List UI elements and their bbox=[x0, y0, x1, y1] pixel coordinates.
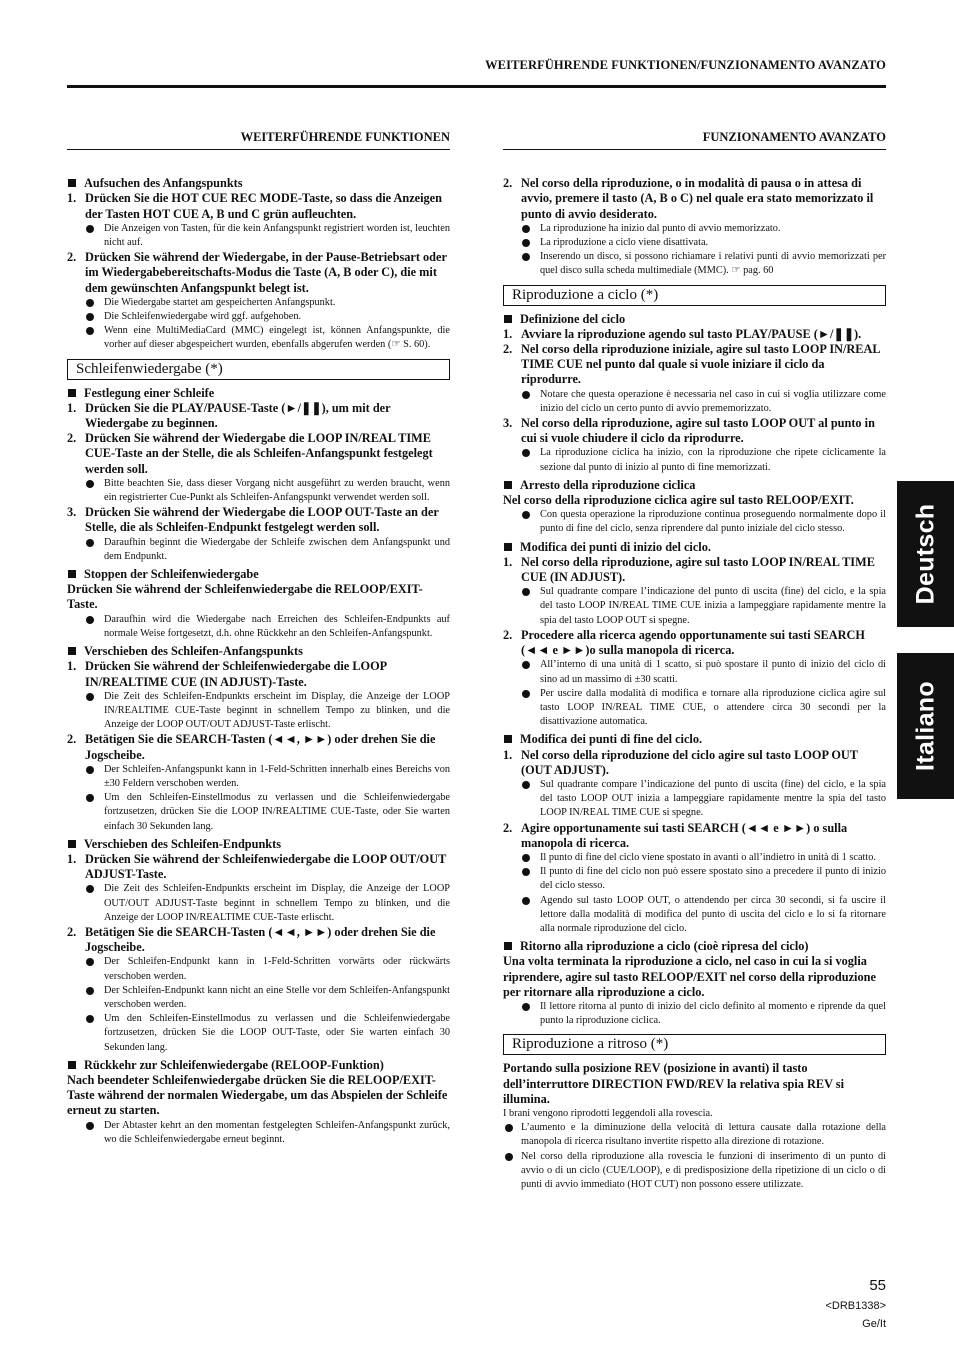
step-item bbox=[67, 925, 450, 955]
step-text: Betätigen Sie die SEARCH-Tasten (◄◄, ►►) oder drehen Sie die Jogscheibe. bbox=[85, 732, 436, 762]
italian-section-title: FUNZIONAMENTO AVANZATO bbox=[503, 130, 886, 150]
step-number: 2. bbox=[503, 627, 513, 642]
step-text: Drücken Sie während der Wiedergabe die LOOP IN/REAL TIME CUE-Taste an der Stelle, die als Schleifen-Anfangspunkt festgelegt werden soll. bbox=[85, 431, 433, 476]
note-item: Il punto di fine del ciclo viene spostato in avanti o all’indietro in unità di 1 scatto. bbox=[503, 851, 886, 865]
step-text: Drücken Sie während der Wiedergabe die LOOP OUT-Taste an der Stelle, die als Schleifen-Endpunkt festgelegt werden soll. bbox=[85, 505, 439, 535]
note-item: Die Schleifenwiedergabe wird ggf. aufgehoben. bbox=[67, 310, 450, 324]
step-text: Nel corso della riproduzione, agire sul tasto LOOP IN/REAL TIME CUE (IN ADJUST). bbox=[521, 554, 875, 585]
note-item: Der Schleifen-Endpunkt kann nicht an eine Stelle vor dem Schleifen-Anfangspunkt verschoben werden. bbox=[67, 984, 450, 1012]
step-number: 2. bbox=[67, 924, 77, 939]
note-item: Die Anzeigen von Tasten, für die kein Anfangspunkt registriert worden ist, leuchten nicht auf. bbox=[67, 222, 450, 250]
step-item bbox=[67, 505, 450, 535]
note-item: Der Abtaster kehrt an den momentan festgelegten Schleifen-Anfangspunkt zurück, wo die Schleifenwiedergabe erneut beginnt. bbox=[67, 1119, 450, 1147]
doc-code: <DRB1338> bbox=[825, 1300, 886, 1312]
note-item: Daraufhin wird die Wiedergabe nach Erreichen des Schleifen-Endpunkts auf normale Weise fortgesetzt, d.h. ohne Rückkehr an den Schleifen-Anfangspunkt. bbox=[67, 613, 450, 641]
note-item: La riproduzione ciclica ha inizio, con la riproduzione che ripete ciclicamente la sezione dal punto di inizio al punto di fine memorizzati. bbox=[503, 446, 886, 474]
step-number: 1. bbox=[67, 851, 77, 866]
step-item bbox=[67, 431, 450, 477]
step-item bbox=[503, 176, 886, 222]
deutsch-tab-label: Deutsch bbox=[911, 503, 939, 605]
note-item: Die Zeit des Schleifen-Endpunkts erscheint im Display, die Anzeige der LOOP OUT/OUT ADJUST-Taste beginnt in schnellem Tempo zu blinken, und die Anzeige der LOOP IN/REALTIME CUE-Taste erlischt. bbox=[67, 882, 450, 925]
subheading: Modifica dei punti di fine del ciclo. bbox=[503, 732, 886, 747]
step-text: Nel corso della riproduzione del ciclo agire sul tasto LOOP OUT (OUT ADJUST). bbox=[521, 747, 858, 777]
step-text: Drücken Sie während der Schleifenwiedergabe die LOOP IN/REALTIME CUE (IN ADJUST)-Taste. bbox=[85, 659, 387, 689]
step-number: 2. bbox=[67, 732, 77, 747]
step-item bbox=[67, 401, 450, 431]
step-item bbox=[67, 191, 450, 221]
step-item bbox=[503, 416, 886, 446]
subheading: Definizione del ciclo bbox=[503, 312, 886, 327]
page-header: WEITERFÜHRENDE FUNKTIONEN/FUNZIONAMENTO AVANZATO bbox=[485, 58, 886, 72]
step-number: 1. bbox=[503, 747, 513, 762]
section-heading: Riproduzione a ciclo (*) bbox=[503, 285, 886, 306]
step-text: Drücken Sie während der Wiedergabe, in der Pause-Betriebsart oder im Wiedergabebereitschafts-Modus die Taste (A, B oder C), die mit dem gewünschten Anfangspunkt belegt ist. bbox=[85, 250, 447, 295]
step-item bbox=[503, 628, 886, 658]
page-number: 55 bbox=[869, 1277, 886, 1294]
step-text: Drücken Sie während der Schleifenwiedergabe die LOOP OUT/OUT ADJUST-Taste. bbox=[85, 851, 447, 882]
note-item: La riproduzione a ciclo viene disattivata. bbox=[503, 236, 886, 250]
step-number: 3. bbox=[503, 416, 513, 431]
subheading: Modifica dei punti di inizio del ciclo. bbox=[503, 540, 886, 555]
note-item: Con questa operazione la riproduzione continua proseguendo normalmente dopo il punto di fine del ciclo, senza riprendere dal punto iniziale del ciclo stesso. bbox=[503, 508, 886, 536]
step-text: Drücken Sie die HOT CUE REC MODE-Taste, so dass die Anzeigen der Tasten HOT CUE A, B und C grün aufleuchten. bbox=[85, 191, 442, 221]
note-item: La riproduzione ha inizio dal punto di avvio memorizzato. bbox=[503, 222, 886, 236]
step-number: 1. bbox=[67, 659, 77, 674]
note-item: Agendo sul tasto LOOP OUT, o attendendo per circa 30 secondi, si fa uscire il lettore dalla modalità di modifica del punto di uscita del ciclo e lo si fa ritornare alla normale riproduzione del ciclo. bbox=[503, 894, 886, 937]
step-number: 2. bbox=[67, 250, 77, 265]
note-item: Wenn eine MultiMediaCard (MMC) eingelegt ist, können Anfangspunkte, die vorher auf dieser abgespeichert wurden, ebenfalls abgerufen werden (☞ S. 60). bbox=[67, 324, 450, 352]
note-item: Um den Schleifen-Einstellmodus zu verlassen und die Schleifenwiedergabe fortzusetzen, drücken Sie die LOOP OUT-Taste, oder Sie warten einfach 30 Sekunden lang. bbox=[67, 1012, 450, 1055]
note-item: Bitte beachten Sie, dass dieser Vorgang nicht ausgeführt zu werden braucht, wenn ein registrierter Cue-Punkt als Schleifen-Anfangspunkt verwendet werden soll. bbox=[67, 477, 450, 505]
section-heading: Schleifenwiedergabe (*) bbox=[67, 359, 450, 380]
note-item: All’interno di una unità di 1 scatto, si può spostare il punto di inizio del ciclo di sino ad un massimo di ±30 scatti. bbox=[503, 658, 886, 686]
german-content bbox=[67, 176, 450, 1147]
note-item: Der Schleifen-Anfangspunkt kann in 1-Feld-Schritten innerhalb eines Bereichs von ±30 Feldern verschoben werden. bbox=[67, 763, 450, 791]
instruction-paragraph: Una volta terminata la riproduzione a ciclo, nel caso in cui la si voglia riprendere, agire sul tasto RELOOP/EXIT nel corso della riproduzione per ritornare alla riproduzione a ciclo. bbox=[503, 954, 876, 999]
instruction-paragraph: Drücken Sie während der Schleifenwiedergabe die RELOOP/EXIT-Taste. bbox=[67, 582, 423, 612]
italiano-tab bbox=[897, 653, 954, 799]
note-item: Il punto di fine del ciclo non può essere spostato sino a precedere il punto di inizio del ciclo stesso. bbox=[503, 865, 886, 893]
note-item: Sul quadrante compare l’indicazione del punto di uscita (fine) del ciclo, e la spia del tasto LOOP IN/REAL TIME CUE inizia a lampeggiare rapidamente mentre la spia del tasto LOOP OUT si spegne. bbox=[503, 585, 886, 628]
note-item: Nel corso della riproduzione alla rovescia le funzioni di inserimento di un punto di avvio o di un ciclo (CUE/LOOP), e di predisposizione della ripetizione di un ciclo o di punti di avvio immediato (HOT CUT) non possono essere utilizzate. bbox=[503, 1150, 886, 1193]
subheading: Verschieben des Schleifen-Endpunkts bbox=[67, 837, 450, 852]
subheading: Aufsuchen des Anfangspunkts bbox=[67, 176, 450, 191]
step-text: Agire opportunamente sui tasti SEARCH (◄◄ e ►►) o sulla manopola di ricerca. bbox=[521, 820, 848, 850]
german-section-title: WEITERFÜHRENDE FUNKTIONEN bbox=[67, 130, 450, 150]
german-column bbox=[67, 130, 450, 1147]
deutsch-tab bbox=[897, 481, 954, 627]
italiano-tab-label: Italiano bbox=[911, 681, 939, 771]
step-text: Avviare la riproduzione agendo sul tasto PLAY/PAUSE (►/❚❚). bbox=[521, 326, 862, 341]
step-number: 1. bbox=[503, 326, 513, 341]
step-item bbox=[503, 342, 886, 388]
step-number: 2. bbox=[503, 342, 513, 357]
subheading: Rückkehr zur Schleifenwiedergabe (RELOOP-Funktion) bbox=[67, 1058, 450, 1073]
subheading: Arresto della riproduzione ciclica bbox=[503, 478, 886, 493]
language-code: Ge/It bbox=[862, 1318, 886, 1330]
note-item: L’aumento e la diminuzione della velocità di lettura causate dalla rotazione della manopola di ricerca risultano invertite rispetto alla direzione di rotazione. bbox=[503, 1121, 886, 1149]
step-text: Nel corso della riproduzione, agire sul tasto LOOP OUT al punto in cui si vuole chiudere il ciclo da riprodurre. bbox=[521, 416, 875, 446]
step-item bbox=[67, 250, 450, 296]
step-text: Betätigen Sie die SEARCH-Tasten (◄◄, ►►) oder drehen Sie die Jogscheibe. bbox=[85, 924, 436, 955]
instruction-paragraph: Portando sulla posizione REV (posizione in avanti) il tasto dell’interruttore DIRECTION FWD/REV la relativa spia REV si illumina. bbox=[503, 1061, 845, 1106]
note-item: Um den Schleifen-Einstellmodus zu verlassen und die Schleifenwiedergabe fortzusetzen, drücken Sie die LOOP IN/REALTIME CUE-Taste, oder Sie warten einfach 30 Sekunden lang. bbox=[67, 791, 450, 834]
header-rule bbox=[67, 85, 886, 88]
step-number: 2. bbox=[503, 820, 513, 835]
note-item: Il lettore ritorna al punto di inizio del ciclo definito al momento e riprende da quel punto la riproduzione ciclica. bbox=[503, 1000, 886, 1028]
instruction-paragraph: Nel corso della riproduzione ciclica agire sul tasto RELOOP/EXIT. bbox=[503, 493, 854, 508]
step-text: Nel corso della riproduzione, o in modalità di pausa o in attesa di avvio, premere il tasto (A, B o C) nel quale era stato memorizzato il punto di avvio desiderato. bbox=[521, 176, 874, 221]
note-item: Daraufhin beginnt die Wiedergabe der Schleife zwischen dem Anfangspunkt und dem Endpunkt. bbox=[67, 536, 450, 564]
step-text: Procedere alla ricerca agendo opportunamente sui tasti SEARCH (◄◄ e ►►)o sulla manopola di ricerca. bbox=[521, 627, 865, 658]
step-number: 1. bbox=[67, 400, 77, 415]
step-item bbox=[503, 555, 886, 585]
step-item bbox=[67, 659, 450, 689]
step-text: Drücken Sie die PLAY/PAUSE-Taste (►/❚❚), um mit der Wiedergabe zu beginnen. bbox=[85, 400, 391, 431]
subheading: Festlegung einer Schleife bbox=[67, 386, 450, 401]
note-item: Die Wiedergabe startet am gespeicherten Anfangspunkt. bbox=[67, 296, 450, 310]
instruction-paragraph: Nach beendeter Schleifenwiedergabe drücken Sie die RELOOP/EXIT-Taste während der normalen Wiedergabe, um das Abspielen der Schleife erneut zu starten. bbox=[67, 1072, 448, 1118]
section-heading: Riproduzione a ritroso (*) bbox=[503, 1034, 886, 1055]
step-item bbox=[503, 821, 886, 851]
subheading: Ritorno alla riproduzione a ciclo (cioè ripresa del ciclo) bbox=[503, 939, 886, 954]
step-number: 1. bbox=[503, 554, 513, 569]
paragraph: I brani vengono riprodotti leggendoli alla rovescia. bbox=[503, 1107, 713, 1119]
step-item bbox=[67, 852, 450, 882]
step-number: 2. bbox=[503, 176, 513, 191]
subheading: Verschieben des Schleifen-Anfangspunkts bbox=[67, 644, 450, 659]
note-item: Die Zeit des Schleifen-Endpunkts erscheint im Display, die Anzeige der LOOP IN/REALTIME CUE-Taste beginnt in schnellem Tempo zu blinken, und die Anzeige der LOOP OUT/OUT ADJUST-Taste erlischt. bbox=[67, 690, 450, 733]
note-item: Der Schleifen-Endpunkt kann in 1-Feld-Schritten vorwärts oder rückwärts verschoben werden. bbox=[67, 955, 450, 983]
step-number: 3. bbox=[67, 505, 77, 520]
step-item bbox=[67, 732, 450, 762]
note-item: Sul quadrante compare l’indicazione del punto di uscita (fine) del ciclo, e la spia del tasto LOOP OUT inizia a lampeggiare rapidamente mentre la spia del tasto LOOP IN/REAL TIME CUE si spegne. bbox=[503, 778, 886, 821]
note-item: Inserendo un disco, si possono richiamare i relativi punti di avvio memorizzati per quel disco sulla scheda multimediale (MMC). ☞ pag. 60 bbox=[503, 250, 886, 278]
italian-content bbox=[503, 176, 886, 1192]
italian-column bbox=[503, 130, 886, 1192]
step-item bbox=[503, 748, 886, 778]
step-number: 1. bbox=[67, 191, 77, 206]
note-item: Per uscire dalla modalità di modifica e tornare alla riproduzione ciclica agire sul tasto LOOP IN/REAL TIME CUE, o attendere circa 30 secondi per la disattivazione automatica. bbox=[503, 687, 886, 730]
step-item bbox=[503, 327, 886, 342]
step-number: 2. bbox=[67, 431, 77, 446]
note-item: Notare che questa operazione è necessaria nel caso in cui si voglia utilizzare come inizio del ciclo un certo punto di avvio prememorizzato. bbox=[503, 388, 886, 416]
step-text: Nel corso della riproduzione iniziale, agire sul tasto LOOP IN/REAL TIME CUE nel punto dal quale si vuole iniziare il ciclo da riprodurre. bbox=[521, 342, 880, 387]
subheading: Stoppen der Schleifenwiedergabe bbox=[67, 567, 450, 582]
